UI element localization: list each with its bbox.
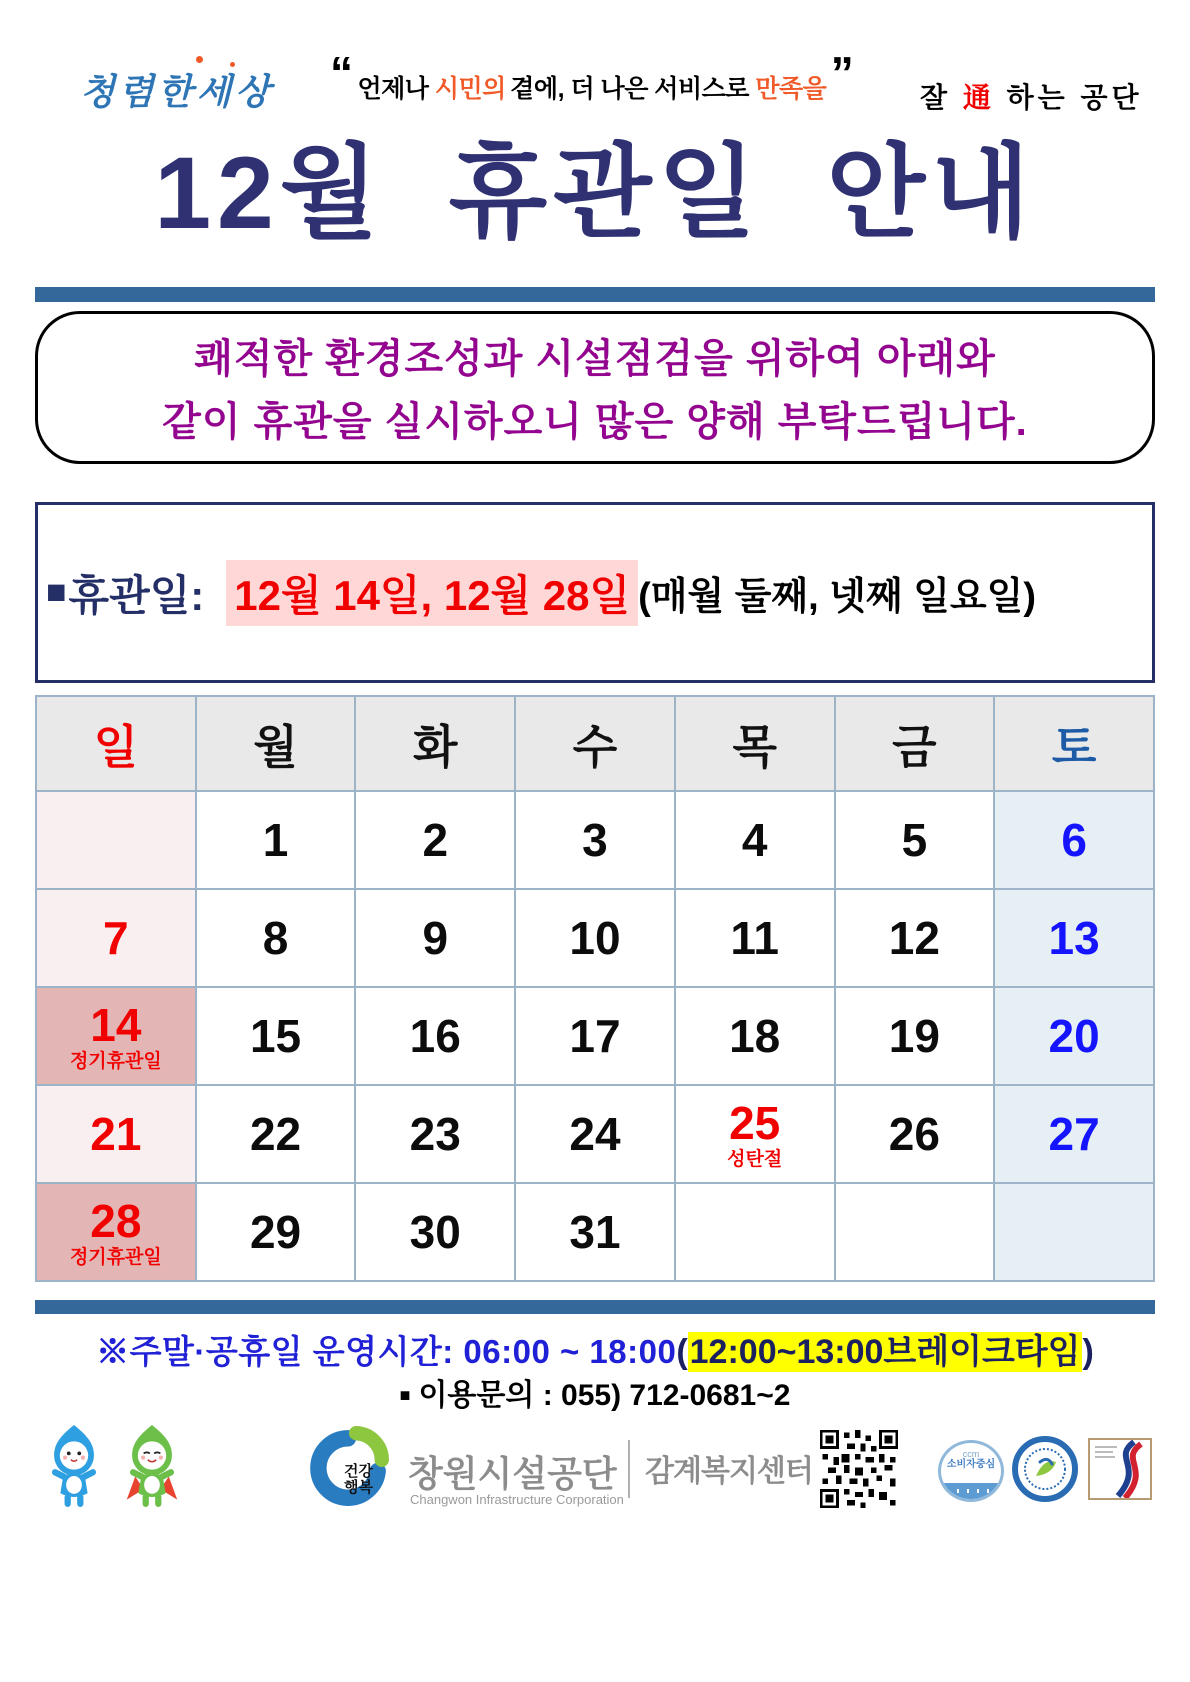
weekday-header-row (36, 696, 1154, 791)
calendar-day-cell (835, 1183, 995, 1281)
day-number: 26 (888, 1107, 940, 1160)
calendar-day-cell (835, 1085, 995, 1183)
calendar-day-cell (196, 1183, 356, 1281)
flag-ribbon-icon (1090, 1440, 1150, 1498)
notice-box (35, 311, 1155, 464)
day-number: 11 (730, 911, 779, 964)
day-number: 3 (582, 813, 608, 866)
org-name-en: Changwon Infrastructure Corporation (410, 1492, 624, 1507)
badge-consumer-centered (938, 1440, 1004, 1502)
page-title: 12월 휴관일 안내 (154, 136, 1036, 250)
day-number: 10 (569, 911, 621, 964)
calendar-week-row (36, 889, 1154, 987)
calendar-day-cell (994, 987, 1154, 1085)
day-number: 30 (409, 1205, 461, 1258)
badge-ccm-text: ccm (962, 1449, 980, 1459)
day-number: 22 (249, 1107, 302, 1160)
calendar-day-cell (355, 889, 515, 987)
logo-dot-icon (196, 56, 203, 63)
day-number: 29 (249, 1205, 302, 1258)
weekday-thu: 목 (675, 696, 835, 791)
quote-text: 언제나 (357, 75, 435, 103)
calendar-day-cell (36, 791, 196, 889)
org-logo (302, 1426, 398, 1508)
day-number: 28 (90, 1195, 142, 1248)
hours-text: ※주말·공휴일 운영시간: 06:00 ~ 18:00 (96, 1333, 677, 1370)
hours-breaktime: 12:00~13:00브레이크타임 (689, 1333, 1081, 1371)
logo-calligraphy (344, 1464, 373, 1496)
calendar (35, 695, 1155, 1282)
badge-flag-ribbon (1088, 1438, 1152, 1500)
calendar-day-cell (515, 1183, 675, 1281)
hours-paren-open: ( (676, 1333, 688, 1371)
calendar-body (36, 791, 1154, 1281)
day-number: 1 (262, 813, 289, 866)
close-quote-icon: ” (830, 47, 854, 99)
contact-info (0, 1370, 1190, 1414)
day-number: 12 (888, 911, 940, 964)
day-number: 6 (1061, 813, 1087, 866)
logo-text: 청렴한세상 (80, 71, 274, 112)
open-quote-icon: “ (330, 47, 353, 99)
badge-certification-ring (1012, 1436, 1078, 1502)
calendar-day-cell (994, 889, 1154, 987)
mascots (42, 1424, 184, 1508)
day-number: 2 (422, 813, 449, 866)
day-number: 19 (888, 1009, 940, 1062)
day-number: 15 (249, 1009, 302, 1062)
divider-bar-bottom (35, 1300, 1155, 1314)
closure-note: (매월 둘째, 넷째 일요일) (638, 576, 1037, 618)
mascot-blue-icon (42, 1424, 106, 1508)
day-number: 18 (729, 1009, 781, 1062)
slogan-text: 잘 (920, 82, 963, 113)
day-number: 7 (103, 911, 129, 964)
day-number: 31 (569, 1205, 621, 1258)
calendar-day-cell (196, 1085, 356, 1183)
calendar-week-row (36, 791, 1154, 889)
logo-divider (628, 1440, 630, 1498)
day-number: 9 (422, 911, 449, 964)
day-number: 5 (901, 813, 928, 866)
day-number: 20 (1048, 1009, 1100, 1062)
calendar-day-cell (196, 791, 356, 889)
calendar-day-cell (515, 889, 675, 987)
calendar-day-cell (675, 791, 835, 889)
calendar-week-row (36, 1085, 1154, 1183)
closure-info-box (35, 502, 1155, 683)
calendar-day-cell (355, 1085, 515, 1183)
calendar-day-cell (675, 1183, 835, 1281)
closure-dates: 12월 14일, 12월 28일 (226, 560, 638, 626)
header-quote (330, 47, 854, 105)
operating-hours (0, 1324, 1190, 1373)
day-number: 4 (741, 813, 768, 866)
contact-text: 이용문의 : 055) 712-0681~2 (418, 1379, 791, 1412)
calendar-day-cell (675, 1085, 835, 1183)
calendar-day-cell (36, 987, 196, 1085)
badge-ccm-band (941, 1483, 1001, 1499)
day-number: 17 (569, 1009, 621, 1062)
org-name-kr: 창원시설공단 (408, 1453, 617, 1494)
calendar-day-cell (36, 1183, 196, 1281)
calendar-day-cell (675, 889, 835, 987)
center-name: 감계복지센터 (645, 1455, 813, 1488)
weekday-wed: 수 (515, 696, 675, 791)
calendar-day-cell (515, 791, 675, 889)
badge-ring-emblem-icon (1018, 1442, 1072, 1496)
weekday-sun: 일 (36, 696, 196, 791)
calendar-day-cell (835, 987, 995, 1085)
quote-highlight: 만족을 (755, 75, 827, 103)
notice-line-1: 쾌적한 환경조성과 시설점검을 위하여 아래와 (194, 337, 996, 381)
calendar-day-cell (355, 987, 515, 1085)
day-number: 13 (1048, 911, 1100, 964)
day-number: 16 (409, 1009, 461, 1062)
day-number: 8 (262, 911, 289, 964)
day-number: 25 (729, 1097, 781, 1150)
weekday-sat: 토 (994, 696, 1154, 791)
quote-highlight: 시민의 (434, 75, 506, 103)
calendar-day-cell (515, 987, 675, 1085)
calendar-week-row (36, 1183, 1154, 1281)
square-bullet-icon: ■ (399, 1385, 411, 1405)
weekday-mon: 월 (196, 696, 356, 791)
badge-ccm-label: 소비자중심 (946, 1459, 996, 1470)
calendar-day-cell (355, 1183, 515, 1281)
calendar-day-cell (196, 889, 356, 987)
calendar-day-cell (196, 987, 356, 1085)
notice-line-2: 같이 휴관을 실시하오니 많은 양해 부탁드립니다. (162, 400, 1028, 444)
day-number: 14 (90, 999, 142, 1052)
day-number: 21 (90, 1107, 142, 1160)
calligraphy-line: 건강 (344, 1463, 373, 1480)
quote-text: 곁에, 더 나은 서비스로 (510, 75, 756, 103)
day-label: 정기휴관일 (69, 1050, 162, 1072)
logo-dot-icon (230, 62, 235, 67)
divider-bar-top (35, 287, 1155, 302)
mascot-green-icon (120, 1424, 184, 1508)
calligraphy-line: 행복 (344, 1479, 373, 1496)
qr-code (820, 1430, 898, 1508)
slogan-text: 하는 공단 (1006, 82, 1143, 113)
day-number: 23 (409, 1107, 461, 1160)
header-slogan (920, 76, 1143, 116)
calendar-day-cell (36, 889, 196, 987)
calendar-day-cell (994, 1085, 1154, 1183)
closure-label: 휴관일: (68, 571, 205, 619)
calendar-day-cell (835, 791, 995, 889)
calendar-week-row (36, 987, 1154, 1085)
day-number: 27 (1048, 1107, 1100, 1160)
calendar-day-cell (835, 889, 995, 987)
weekday-fri: 금 (835, 696, 995, 791)
calendar-day-cell (994, 1183, 1154, 1281)
weekday-tue: 화 (355, 696, 515, 791)
calendar-day-cell (36, 1085, 196, 1183)
day-label: 성탄절 (727, 1148, 783, 1170)
day-number: 24 (569, 1107, 621, 1160)
slogan-highlight: 通 (962, 82, 995, 113)
square-bullet-icon: ■ (46, 573, 67, 611)
calendar-day-cell (994, 791, 1154, 889)
hours-paren-close: ) (1082, 1333, 1094, 1371)
calendar-day-cell (355, 791, 515, 889)
calendar-day-cell (515, 1085, 675, 1183)
day-label: 정기휴관일 (69, 1246, 162, 1268)
calendar-day-cell (675, 987, 835, 1085)
cleanworld-logo (80, 64, 274, 115)
